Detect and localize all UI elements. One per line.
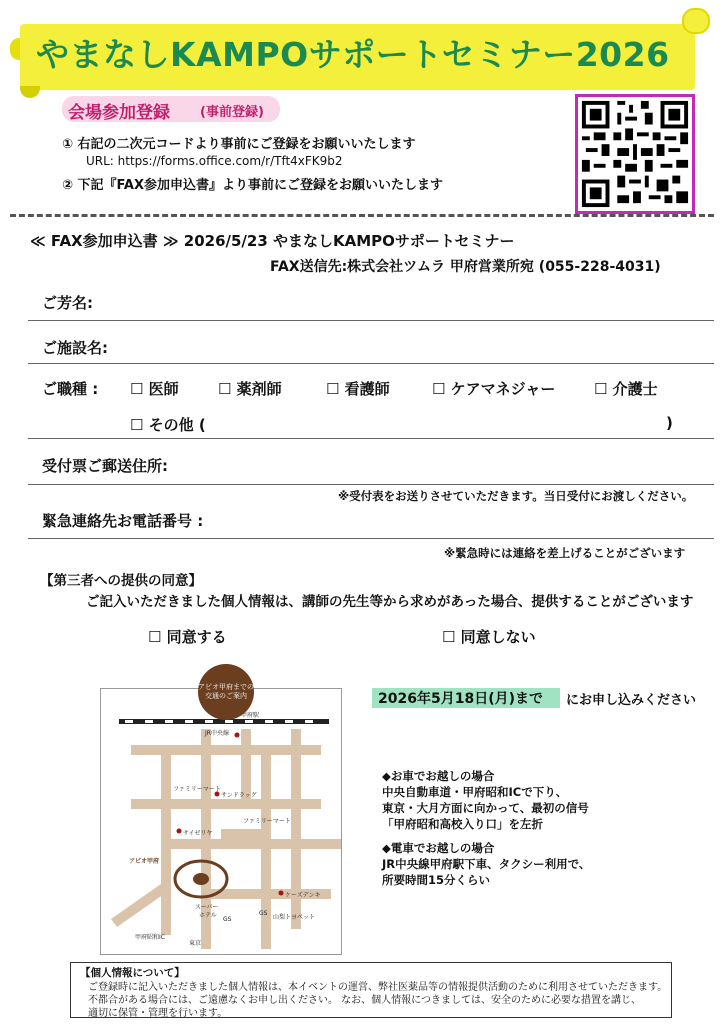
phone-label: 緊急連絡先お電話番号 : — [42, 512, 204, 530]
map-label-hotel: ホテル — [199, 912, 217, 919]
occupation-other-checkbox[interactable]: ☐ その他 ( — [130, 416, 206, 434]
map-label-jr: JR中央線 — [205, 730, 229, 737]
access-car-line: 東京・大月方面に向かって、最初の信号 — [382, 801, 589, 815]
map-label-kofu-station: 甲府駅 — [241, 712, 260, 719]
address-label: 受付票ご郵送住所: — [42, 457, 168, 475]
access-car-line: 「甲府昭和高校入り口」を左折 — [382, 817, 543, 831]
phone-note: ※緊急時には連絡を差上げることがございます — [444, 546, 686, 560]
map-label-super: スーパー — [195, 904, 219, 911]
name-field[interactable] — [28, 320, 714, 321]
access-car-title: ◆お車でお越しの場合 — [382, 769, 495, 783]
name-label: ご芳名: — [42, 294, 93, 312]
registration-url[interactable]: URL: https://forms.office.com/r/Tft4xFK9b2 — [86, 154, 343, 168]
map-label-apio: アピオ甲府 — [129, 858, 160, 865]
access-car-line: 中央自動車道・甲府昭和ICで下り、 — [382, 785, 568, 799]
registration-subtitle: (事前登録) — [200, 105, 264, 120]
access-map — [100, 688, 342, 955]
qr-code[interactable] — [575, 94, 695, 214]
occupation-pharmacist-checkbox[interactable]: ☐ 薬剤師 — [218, 380, 282, 398]
privacy-line: ご登録時に記入いただきました個人情報は、本イベントの運営、弊社医薬品等の情報提供活動のために利用させていただきます。 — [88, 982, 668, 993]
qr-code-icon — [578, 97, 692, 211]
agree-checkbox[interactable]: ☐ 同意する — [148, 628, 227, 646]
access-train-line: 所要時間15分くらい — [382, 873, 491, 887]
occupation-label: ご職種 : — [42, 380, 99, 398]
occupation-doctor-checkbox[interactable]: ☐ 医師 — [130, 380, 179, 398]
banner-fold — [20, 86, 40, 98]
map-label-sundrug: サンドラッグ — [221, 792, 257, 799]
map-label-saizeriya: サイゼリヤ — [183, 830, 213, 837]
consent-body: ご記入いただきました個人情報は、講師の先生等から求めがあった場合、提供することがございます — [86, 594, 694, 610]
deadline-text: にお申し込みください — [566, 693, 697, 708]
map-badge: アピオ甲府までの交通のご案内 — [198, 664, 254, 720]
cut-line — [10, 214, 714, 217]
map-label-ic: 甲府昭和IC — [135, 934, 165, 941]
access-train-title: ◆電車でお越しの場合 — [382, 841, 495, 855]
facility-label: ご施設名: — [42, 339, 108, 357]
occupation-caregiver-checkbox[interactable]: ☐ 介護士 — [594, 380, 658, 398]
privacy-line: 適切に保管・管理を行います。 — [88, 1008, 228, 1019]
registration-title: 会場参加登録 — [68, 103, 170, 123]
occupation-care-manager-checkbox[interactable]: ☐ ケアマネジャー — [432, 380, 556, 398]
registration-step-2: ② 下記『FAX参加申込書』より事前にご登録をお願いいたします — [62, 178, 444, 193]
disagree-checkbox[interactable]: ☐ 同意しない — [442, 628, 536, 646]
fax-form-header: ≪ FAX参加申込書 ≫ 2026/5/23 やまなしKAMPOサポートセミナー — [30, 232, 515, 250]
facility-field[interactable] — [28, 363, 714, 364]
map-label-gs2: GS — [259, 910, 268, 917]
deadline-date: 2026年5月18日(月)まで — [378, 691, 543, 707]
privacy-line: 不都合がある場合には、ご遠慮なくお申し出ください。 なお、個人情報につきましては、安全のために必要な措置を講じ、 — [88, 995, 641, 1006]
registration-step-1: ① 右記の二次元コードより事前にご登録をお願いいたします — [62, 137, 416, 152]
banner-curl-right — [682, 8, 710, 34]
map-label-family1: ファミリーマート — [173, 786, 221, 793]
map-label-east: 東京 — [189, 940, 202, 947]
privacy-title: 【個人情報について】 — [80, 967, 185, 979]
occupation-divider — [28, 438, 714, 439]
phone-field[interactable] — [28, 538, 714, 539]
map-label-gs1: GS — [223, 916, 232, 923]
fax-destination: FAX送信先:株式会社ツムラ 甲府営業所宛 (055-228-4031) — [270, 259, 661, 275]
map-label-keizu: ケーズデンキ — [285, 892, 321, 899]
map-label-family2: ファミリーマート — [243, 818, 291, 825]
address-field[interactable] — [28, 484, 714, 485]
page-title: やまなしKAMPOサポートセミナー2026 — [36, 35, 670, 74]
access-train-line: JR中央線甲府駅下車、タクシー利用で、 — [382, 857, 591, 871]
map-label-toyota: 山梨トヨペット — [273, 914, 316, 921]
occupation-nurse-checkbox[interactable]: ☐ 看護師 — [326, 380, 390, 398]
address-note: ※受付表をお送りさせていただきます。当日受付にお渡しください。 — [338, 489, 694, 503]
occupation-other-close: ) — [666, 414, 673, 432]
consent-title: 【第三者への提供の同意】 — [40, 573, 202, 589]
